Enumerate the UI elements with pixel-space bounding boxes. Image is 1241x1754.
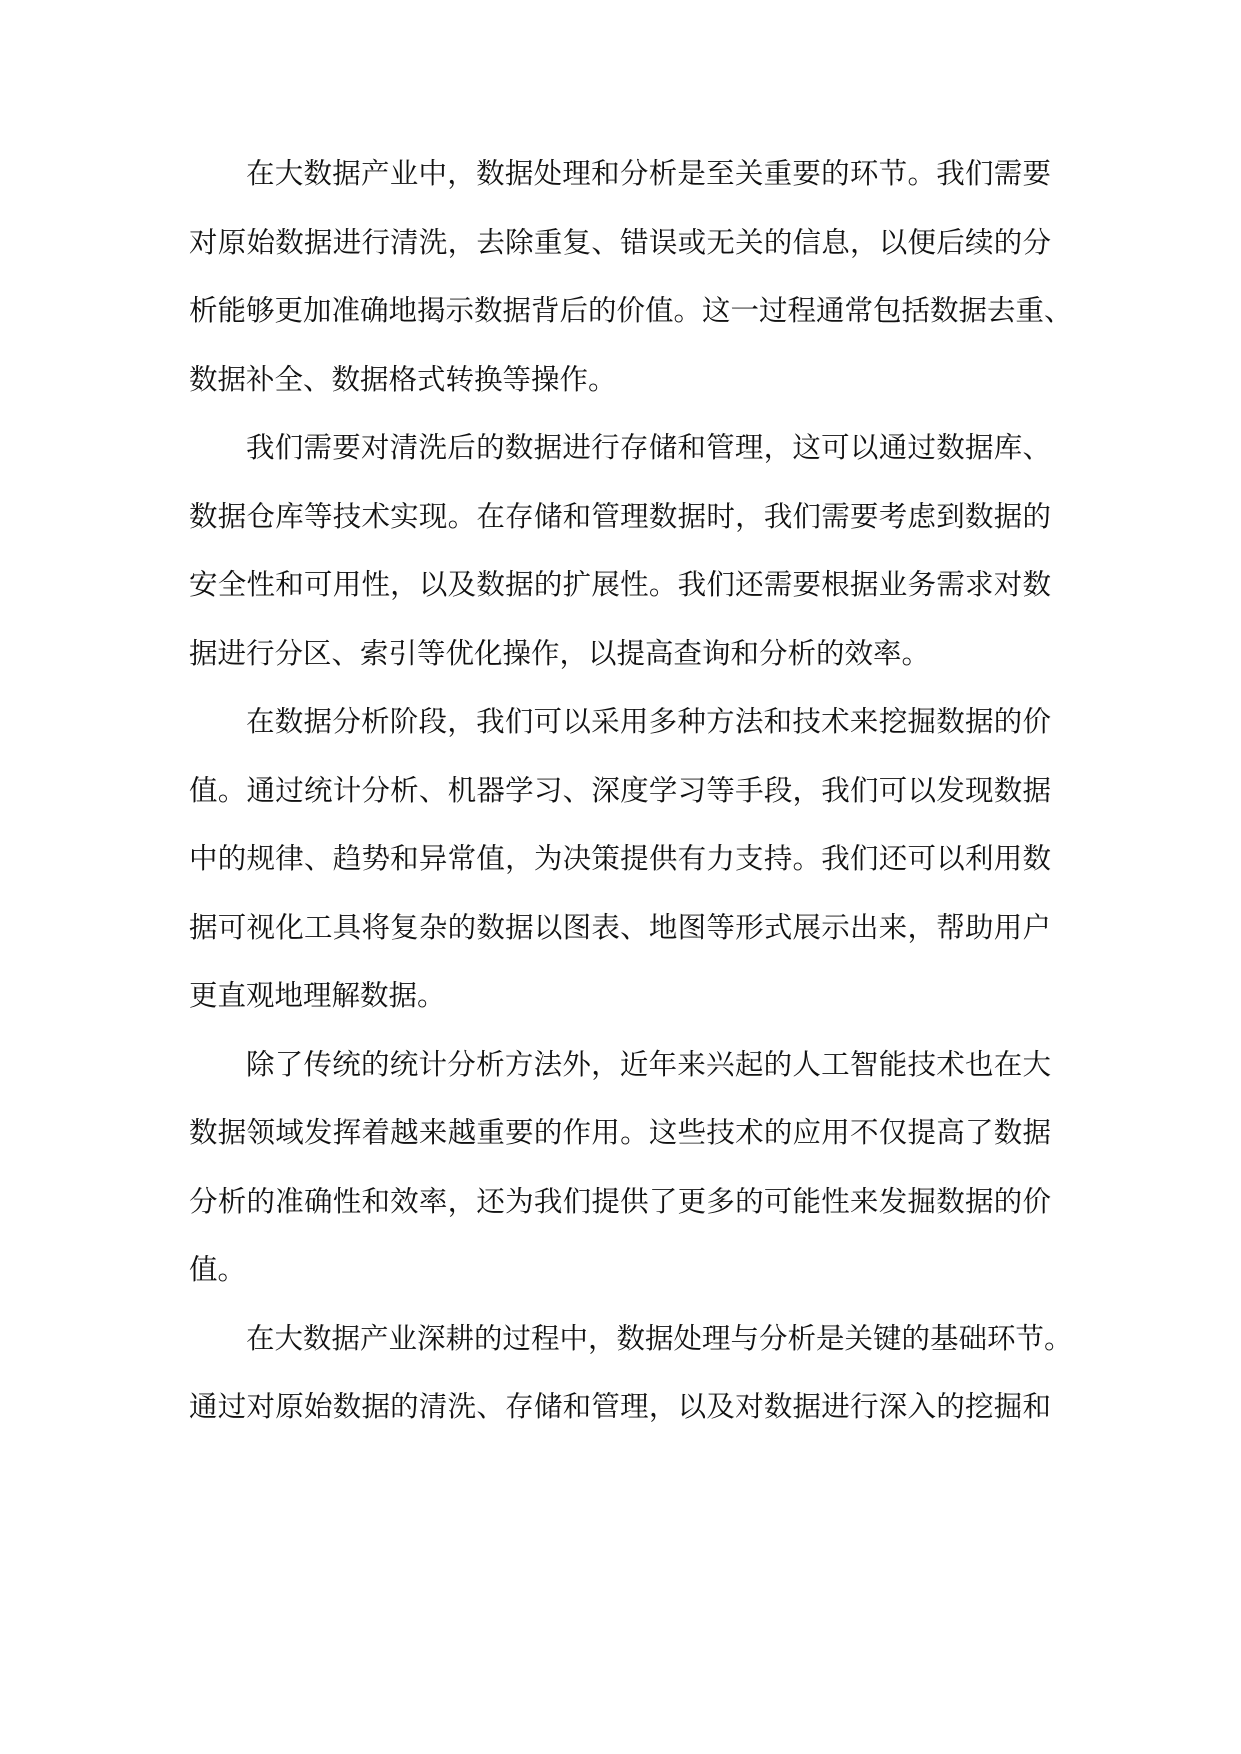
text-line: 数据补全、数据格式转换等操作。 <box>189 362 617 396</box>
text-line: 我们需要对清洗后的数据进行存储和管理，这可以通过数据库、 <box>246 431 1051 464</box>
text-line: 更直观地理解数据。 <box>189 979 446 1012</box>
text-line: 数据领域发挥着越来越重要的作用。这些技术的应用不仅提高了数据 <box>189 1116 1051 1149</box>
text-line: 值。 <box>189 1253 247 1286</box>
text-line: 在数据分析阶段，我们可以采用多种方法和技术来挖掘数据的价 <box>246 705 1051 738</box>
text-line: 据可视化工具将复杂的数据以图表、地图等形式展示出来，帮助用户 <box>189 910 1051 944</box>
text-line: 据进行分区、索引等优化操作，以提高查询和分析的效率。 <box>189 636 931 670</box>
document-body <box>189 140 1073 1442</box>
text-line: 除了传统的统计分析方法外，近年来兴起的人工智能技术也在大 <box>246 1047 1051 1081</box>
text-line: 析能够更加准确地揭示数据背后的价值。这一过程通常包括数据去重、 <box>189 294 1073 327</box>
text-line: 在大数据产业中，数据处理和分析是至关重要的环节。我们需要 <box>246 157 1051 190</box>
text-line: 分析的准确性和效率，还为我们提供了更多的可能性来发掘数据的价 <box>189 1184 1051 1218</box>
text-line: 对原始数据进行清洗，去除重复、错误或无关的信息，以便后续的分 <box>189 225 1051 259</box>
text-line: 值。通过统计分析、机器学习、深度学习等手段，我们可以发现数据 <box>189 773 1051 807</box>
text-line: 通过对原始数据的清洗、存储和管理，以及对数据进行深入的挖掘和 <box>189 1390 1051 1423</box>
text-line: 安全性和可用性，以及数据的扩展性。我们还需要根据业务需求对数 <box>189 568 1051 601</box>
text-line: 在大数据产业深耕的过程中，数据处理与分析是关键的基础环节。 <box>246 1321 1073 1355</box>
text-line: 数据仓库等技术实现。在存储和管理数据时，我们需要考虑到数据的 <box>189 499 1051 533</box>
text-line: 中的规律、趋势和异常值，为决策提供有力支持。我们还可以利用数 <box>189 842 1051 875</box>
